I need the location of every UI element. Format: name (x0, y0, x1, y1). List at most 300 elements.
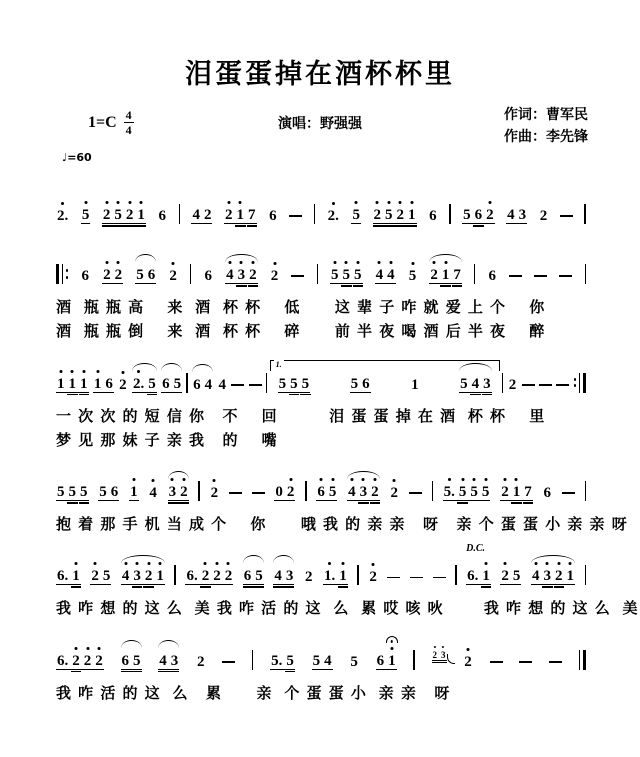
note-group (278, 377, 311, 393)
barline (317, 264, 318, 284)
octave-dot (213, 479, 216, 482)
note: 6 (158, 208, 166, 224)
song-title: 泪蛋蛋掉在酒杯杯里 (185, 59, 455, 89)
note-group (506, 208, 527, 224)
octave-dot (227, 562, 230, 565)
bar-thick-line (56, 264, 59, 284)
beam-group (316, 485, 337, 501)
repeat-dots (574, 373, 577, 393)
beam-group (121, 569, 165, 585)
octave-dot (94, 562, 97, 565)
octave-dot (467, 648, 470, 651)
barline (174, 565, 175, 585)
note: 2 (371, 485, 379, 500)
duration-dash (556, 384, 569, 386)
note: 4 (192, 207, 200, 223)
beam-group (376, 654, 397, 670)
bar-thin-line (455, 565, 456, 585)
note: 5 (459, 485, 467, 500)
note: 5 (57, 484, 65, 500)
barline (584, 204, 585, 224)
note: 6 (474, 207, 483, 223)
octave-dot (372, 563, 375, 566)
note: 6. (467, 568, 479, 585)
beam-group (429, 268, 462, 284)
note: 2 (180, 485, 188, 500)
beam-group (270, 269, 280, 284)
note: 1 (388, 654, 396, 669)
octave-dot (331, 478, 334, 481)
note: 4 (149, 486, 157, 501)
note-group (304, 570, 314, 585)
note-group (312, 654, 333, 670)
note-group (158, 654, 179, 670)
bar-thin-line (198, 481, 199, 501)
barline (56, 264, 68, 284)
lyrics-line: 我 咋 活 的 这 么 累 亲 个 蛋 蛋 小 亲 亲 呀 (56, 684, 451, 702)
key-label: 1=C (88, 113, 117, 131)
note: 5 (312, 652, 321, 669)
bar-thin-line (579, 373, 580, 393)
duration-dash (231, 384, 244, 386)
note-group (56, 377, 89, 393)
lyrics-line: 酒 瓶 瓶 高 来 酒 杯 杯 低 这 辈 子 咋 就 爱 上 个 你 (56, 299, 546, 316)
note: 1 (80, 377, 88, 392)
note: 5 (173, 375, 182, 392)
note: 4 (507, 207, 515, 223)
bar-thin-line (305, 481, 306, 501)
note: 1 (482, 569, 490, 584)
note: 4 (324, 652, 332, 669)
note-group (185, 569, 233, 585)
barline (190, 264, 191, 284)
octave-dot (136, 562, 139, 565)
octave-dot (239, 201, 242, 204)
octave-dot (389, 261, 392, 264)
beam-group (132, 377, 157, 393)
octave-dot (84, 201, 87, 204)
note: 2. (328, 209, 339, 224)
lyrics-line: 我 咋 想 的 这 么 美 我 咋 活 的 这 么 累 哎 咳 吙 我 咋 想 的 这 么 美 (56, 600, 640, 618)
note-group (373, 208, 417, 224)
beam-group (102, 268, 123, 284)
note-group (118, 378, 128, 393)
note: 2 (539, 208, 548, 224)
note-group (81, 208, 91, 224)
octave-dot (132, 478, 135, 481)
octave-dot (147, 562, 150, 565)
bar-thick-line (583, 373, 586, 393)
note: 3 (238, 268, 246, 283)
volta-bracket (272, 359, 498, 393)
barline (432, 481, 433, 501)
octave-dot (485, 562, 488, 565)
note: 7 (453, 267, 461, 283)
beam-group (327, 209, 340, 224)
note-group (459, 377, 492, 393)
note-group (93, 377, 114, 393)
repeat-dot (66, 269, 69, 272)
note: 5 (301, 375, 310, 392)
octave-dot (137, 370, 140, 373)
note: 2 (225, 569, 233, 584)
note: 5 (329, 485, 337, 500)
octave-dot (504, 562, 507, 565)
note: 1 (94, 377, 102, 392)
note: 3 (285, 568, 294, 585)
note-group (323, 569, 348, 585)
octave-dot (373, 478, 376, 481)
beam-group (56, 569, 81, 585)
note: 4 (159, 652, 167, 669)
beam-group (129, 485, 139, 501)
octave-dot (328, 562, 331, 565)
note-group (102, 208, 146, 224)
beam-group (500, 485, 533, 501)
beam-group (102, 208, 146, 224)
octave-dot (345, 261, 348, 264)
score (0, 164, 640, 704)
note: 5 (343, 268, 351, 283)
note: 1 (567, 569, 575, 584)
notation-line (56, 634, 586, 680)
note: 2 (119, 378, 127, 393)
note: 2 (115, 268, 123, 283)
note-group (428, 209, 438, 224)
barline (252, 650, 253, 670)
note: 2 (126, 208, 134, 223)
note: 2 (225, 208, 233, 223)
note-group (376, 654, 397, 670)
note: 4 (226, 268, 234, 283)
barline (186, 373, 187, 393)
note: 4 (122, 569, 130, 584)
note: 1 (411, 376, 419, 393)
beam-group (56, 654, 104, 670)
beam-group (428, 209, 438, 224)
note: 2 (95, 654, 103, 669)
note-group (148, 486, 158, 501)
note: 5 (463, 207, 471, 223)
note: 6 (429, 208, 437, 224)
note-group (132, 377, 157, 393)
note: 2 (249, 268, 257, 283)
note: 6 (162, 375, 170, 392)
bar-thin-line (357, 565, 358, 585)
octave-dot (121, 371, 124, 374)
beam-group (350, 377, 371, 393)
note-group (429, 268, 462, 284)
note-group (327, 209, 340, 224)
note: 2 (91, 569, 99, 584)
beam-group (273, 569, 294, 585)
beam-group (191, 208, 212, 224)
note-group (389, 486, 399, 501)
octave-dot (61, 202, 64, 205)
note-group (273, 569, 294, 585)
note-group (196, 655, 206, 670)
note: 2 (202, 569, 210, 584)
duration-dash (539, 384, 552, 386)
barline (579, 650, 586, 670)
note: 2 (501, 569, 509, 584)
bar-thin-line (314, 204, 315, 224)
barline (455, 565, 456, 585)
note: 4 (376, 268, 384, 283)
bar-thin-line (174, 565, 175, 585)
note: 2 (169, 269, 177, 284)
beam-group (410, 378, 420, 393)
note: 2 (211, 486, 219, 501)
octave-dot (152, 479, 155, 482)
note-group (408, 269, 418, 284)
duration-dash (409, 492, 422, 494)
note: 4 (218, 376, 226, 393)
note: 2 (271, 269, 279, 284)
note-group (168, 269, 178, 284)
bar-thin-line (474, 264, 475, 284)
octave-dot (75, 647, 78, 650)
note-group (98, 485, 119, 501)
octave-dot (461, 478, 464, 481)
bar-thin-line (186, 373, 187, 393)
octave-dot (227, 201, 230, 204)
duration-dash (522, 384, 535, 386)
note: 2 (374, 208, 382, 223)
beam-group (148, 486, 158, 501)
note-group (351, 208, 361, 224)
note: 5 (354, 268, 362, 283)
bar-thin-line (252, 650, 253, 670)
octave-dot (399, 201, 402, 204)
note-group (347, 485, 380, 501)
note-group (81, 269, 91, 284)
octave-dot (82, 370, 85, 373)
note: 4 (274, 568, 282, 585)
note: 3 (169, 485, 177, 500)
note-group (56, 569, 81, 585)
note: 6 (204, 268, 213, 284)
note-group (56, 485, 89, 501)
note: 2 (213, 569, 221, 584)
beam-group (408, 269, 418, 284)
lyrics-line: 梦 见 那 妹 子 亲 我 的 嘴 (56, 431, 279, 449)
duration-dash (387, 577, 400, 579)
octave-dot (75, 562, 78, 565)
octave-dot (434, 646, 436, 648)
note: 5 (290, 375, 298, 392)
beam-group (81, 269, 91, 284)
note: 1 (442, 268, 450, 283)
note: 2 (555, 569, 563, 584)
note-group (191, 208, 212, 224)
note: 2 (84, 654, 92, 669)
duration-dash (289, 215, 302, 217)
note: 5 (114, 208, 122, 223)
barline (314, 204, 315, 224)
notation-line (56, 465, 586, 511)
beam-group (349, 655, 359, 670)
credits (504, 103, 588, 148)
octave-dot (362, 478, 365, 481)
note: 5 (350, 653, 358, 670)
note-group (90, 569, 111, 585)
note: 2. (57, 209, 68, 224)
tempo-marking: ♩=60 (62, 151, 92, 164)
grace-notes (432, 651, 447, 661)
bar-thin-line (579, 650, 580, 670)
beam-group (330, 268, 363, 284)
barline (198, 481, 199, 501)
octave-dot (117, 261, 120, 264)
bar-thin-line (317, 264, 318, 284)
beam-group (185, 569, 233, 585)
octave-dot (342, 562, 345, 565)
beam-group (196, 655, 206, 670)
beam-group (459, 377, 492, 393)
barline (179, 204, 180, 224)
note: 6 (110, 484, 119, 500)
note: 6. (57, 568, 69, 585)
barline (449, 204, 450, 224)
duration-dash (562, 492, 575, 494)
octave-dot (355, 201, 358, 204)
beam-group (274, 485, 295, 501)
note: 3 (133, 569, 141, 584)
note: 5 (409, 269, 417, 284)
beam-group (268, 209, 278, 224)
octave-dot (378, 261, 381, 264)
octave-dot (240, 261, 243, 264)
duration-dash (433, 577, 446, 579)
octave-dot (159, 562, 162, 565)
note-group (350, 377, 371, 393)
note: 2 (72, 654, 80, 669)
note-group (56, 209, 69, 224)
beam-group (463, 655, 473, 670)
barline (413, 650, 414, 670)
octave-dot (105, 261, 108, 264)
note: 6 (543, 485, 551, 501)
note-group (368, 570, 378, 585)
notation-line (56, 188, 586, 234)
bar-thin-line (502, 373, 503, 393)
note: 2 (433, 651, 438, 660)
beam-group (56, 209, 69, 224)
bar-thin-line (449, 204, 450, 224)
note: 6 (81, 268, 89, 284)
note: 5 (331, 268, 339, 283)
repeat-dot (574, 384, 577, 387)
octave-dot (546, 562, 549, 565)
meter-denominator: 4 (125, 123, 132, 137)
note: 5 (102, 568, 111, 585)
note: 1 (57, 377, 65, 392)
octave-dot (393, 479, 396, 482)
octave-dot (411, 262, 414, 265)
dc-mark: D.C. (466, 543, 485, 555)
header-meta (0, 101, 640, 151)
bar-thin-line (585, 481, 586, 501)
note: 5 (82, 208, 90, 223)
duration-dash (410, 577, 423, 579)
octave-dot (569, 562, 572, 565)
note: 5 (482, 485, 490, 500)
note: 1 (130, 485, 138, 500)
meter-numerator: 4 (125, 108, 132, 122)
note: 6 (269, 208, 277, 224)
note: 2 (508, 376, 517, 393)
octave-dot (171, 478, 174, 481)
duration-dash (252, 492, 265, 494)
volta-label: 1. (275, 359, 282, 369)
note-group (157, 209, 167, 224)
note: 3 (518, 207, 527, 223)
note: 5 (512, 568, 521, 585)
octave-dot (96, 370, 99, 373)
note-group (224, 208, 257, 224)
notation-line (56, 248, 586, 294)
beam-group (508, 378, 518, 393)
octave-dot (332, 202, 335, 205)
octave-dot (410, 201, 413, 204)
note: 2 (103, 268, 111, 283)
note: 5 (148, 375, 156, 392)
octave-dot (333, 261, 336, 264)
note: 5 (286, 652, 294, 669)
note: 5 (80, 484, 88, 500)
barline (574, 373, 586, 393)
duration-dash (229, 492, 242, 494)
duration-dash (222, 661, 235, 663)
note-group (539, 209, 549, 224)
octave-dot (59, 370, 62, 373)
note-group (225, 268, 258, 284)
repeat-dots (66, 264, 69, 284)
note: 4 (204, 376, 213, 393)
note: 6 (105, 375, 113, 392)
beam-group (443, 485, 491, 501)
beam-group (539, 209, 549, 224)
note-group (270, 654, 295, 670)
note: 3 (170, 652, 179, 669)
duration-dash (490, 661, 503, 663)
beam-group (389, 486, 399, 501)
note: 5 (460, 375, 468, 392)
barline (474, 264, 475, 284)
note-group (243, 569, 264, 585)
note: 5 (133, 652, 141, 669)
beam-group (157, 209, 167, 224)
beam-group (210, 486, 220, 501)
lyrics-line: 一 次 次 的 短 信 你 不 回 泪 蛋 蛋 掉 在 酒 杯 杯 里 (56, 407, 546, 425)
composer-credit: 作曲：李先锋 (504, 128, 588, 145)
beam-group (347, 485, 380, 501)
note-group (210, 486, 220, 501)
octave-dot (98, 647, 101, 650)
beam-group (81, 208, 91, 224)
note: 1 (237, 208, 245, 223)
octave-dot (86, 647, 89, 650)
beam-group (368, 570, 378, 585)
beam-group (56, 485, 89, 501)
note-group (330, 268, 363, 284)
note: 1 (408, 208, 416, 223)
note: 2 (287, 485, 295, 500)
bar-thin-line (432, 481, 433, 501)
note-group (121, 654, 142, 670)
repeat-dot (66, 276, 69, 279)
